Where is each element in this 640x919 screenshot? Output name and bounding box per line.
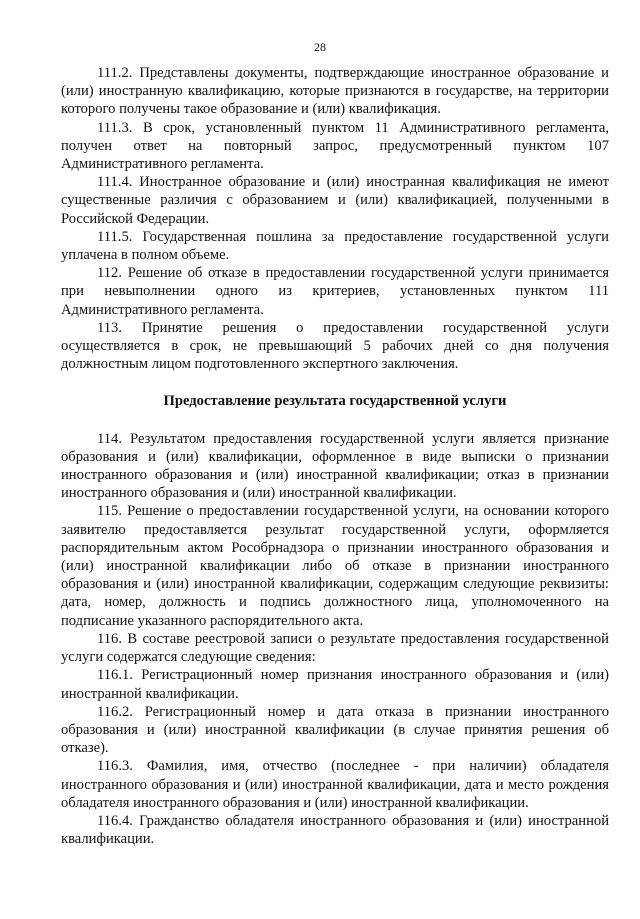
paragraph-116-2: 116.2. Регистрационный номер и дата отказа в признании иностранного образования и (или) иностранной квалификации (в случае принятия решения об отказе).	[61, 703, 609, 757]
paragraph-116-4: 116.4. Гражданство обладателя иностранного образования и (или) иностранной квалификации.	[61, 812, 609, 848]
paragraph-116-1: 116.1. Регистрационный номер признания иностранного образования и (или) иностранной квалификации.	[61, 667, 609, 702]
paragraph-111-4: 111.4. Иностранное образование и (или) иностранная квалификация не имеют существенные различия с образованием и (или) квалификацией, полученными в Российской Федерации.	[61, 174, 609, 227]
paragraph-115: 115. Решение о предоставлении государственной услуги, на основании которого заявителю предоставляется результат государственной услуги, оформляется распорядительным актом Рособрнадзора о признании иностранного образования и (или) иностранной квалификации либо об отказе в признании иностранного образования и (или) иностранной квалификации, содержащим следующие реквизиты: дата, номер, должность и подпись должностного лица, уполномоченного на подписание указанного распорядительного акта.	[61, 503, 609, 629]
paragraph-111-3: 111.3. В срок, установленный пунктом 11 Административного регламента, получен ответ на повторный запрос, предусмотренный пунктом 107 Административного регламента.	[61, 119, 609, 173]
paragraph-116: 116. В составе реестровой записи о результате предоставления государственной услуги содержатся следующие сведения:	[61, 630, 609, 666]
section-heading: Предоставление результата государственной услуги	[163, 393, 507, 410]
paragraph-112: 112. Решение об отказе в предоставлении государственной услуги принимается при невыполнении одного из критериев, установленных пунктом 111 Административного регламента.	[61, 265, 609, 318]
paragraph-116-3: 116.3. Фамилия, имя, отчество (последнее - при наличии) обладателя иностранного образования и (или) иностранной квалификации, дата и место рождения обладателя иностранного образования и (или) иностранной квалификации.	[61, 758, 609, 811]
paragraph-114: 114. Результатом предоставления государственной услуги является признание образования и (или) квалификации, оформленное в виде выписки о признании иностранного образования и (или) иностранной квалификации; отказ в признании иностранного образования и (или) иностранной квалификации.	[61, 430, 609, 502]
paragraph-111-2: 111.2. Представлены документы, подтверждающие иностранное образование и (или) иностранную квалификацию, которые признаются в государстве, на территории которого получены такое образование и (или) квалификация.	[61, 65, 609, 118]
page-number: 28	[314, 40, 326, 54]
paragraph-111-5: 111.5. Государственная пошлина за предоставление государственной услуги уплачена в полном объеме.	[61, 228, 609, 264]
paragraph-113: 113. Принятие решения о предоставлении государственной услуги осуществляется в срок, не превышающий 5 рабочих дней со дня получения должностным лицом подготовленного экспертного заключения.	[61, 319, 609, 373]
document-body	[61, 64, 609, 848]
